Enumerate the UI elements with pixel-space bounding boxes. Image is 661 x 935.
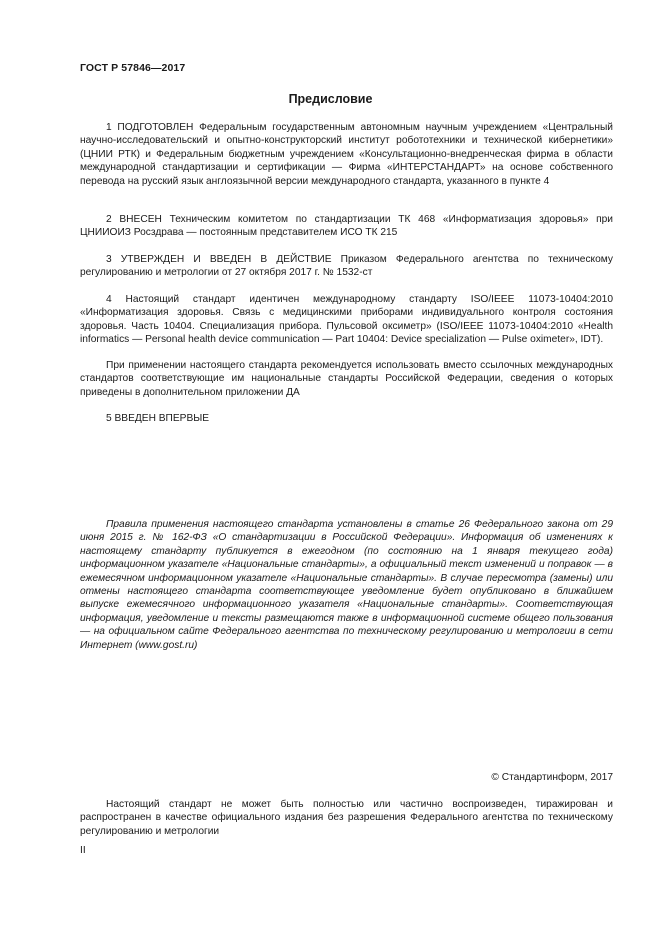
paragraph-1: 1 ПОДГОТОВЛЕН Федеральным государственным автономным научным учреждением «Центральный научно-исследовательский и опытно-конструкторский институт робототехники и технической кибернетики» (ЦНИИ РТК) и Федеральным бюджетным учреждением «Консультационно-внедренческая фирма в области международной стандартизации и сертификации — Фирма «ИНТЕРСТАНДАРТ» на основе собственного перевода на русский язык англоязычной версии международного стандарта, указанного в пункте 4: [80, 122, 613, 187]
rights-notice: Настоящий стандарт не может быть полностью или частично воспроизведен, тиражирован и распространен в качестве официального издания без разрешения Федерального агентства по техническому регулированию и метрологии: [80, 799, 613, 837]
page-number: II: [80, 845, 86, 856]
paragraph-3: 3 УТВЕРЖДЕН И ВВЕДЕН В ДЕЙСТВИЕ Приказом Федерального агентства по техническому регулированию и метрологии от 27 октября 2017 г. № 1532-ст: [80, 254, 613, 279]
document-code: ГОСТ Р 57846—2017: [80, 62, 186, 74]
copyright: © Стандартинформ, 2017: [491, 772, 613, 783]
paragraph-2: 2 ВНЕСЕН Техническим комитетом по стандартизации ТК 468 «Информатизация здоровья» при ЦНИИОИЗ Росздрава — постоянным представителем ИСО ТК 215: [80, 214, 613, 239]
notice-text: Правила применения настоящего стандарта установлены в статье 26 Федерального закона от 29 июня 2015 г. № 162-ФЗ «О стандартизации в Российской Федерации». Информация об изменениях к настоящему стандарту публикуется в ежегодном (по состоянию на 1 января текущего года) информационном указателе «Национальные стандарты», а официальный текст изменений и поправок — в ежемесячном информационном указателе «Национальные стандарты». В случае пересмотра (замены) или отмены настоящего стандарта соответствующее уведомление будет опубликовано в ближайшем выпуске ежемесячного информационного указателя «Национальные стандарты». Соответствующая информация, уведомление и тексты размещаются также в информационной системе общего пользования — на официальном сайте Федерального агентства по техническому регулированию и метрологии в сети Интернет (www.gost.ru): [80, 519, 613, 651]
page-title: Предисловие: [288, 92, 373, 106]
paragraph-5: 5 ВВЕДЕН ВПЕРВЫЕ: [106, 413, 210, 424]
paragraph-4: 4 Настоящий стандарт идентичен международному стандарту ISO/IEEE 11073-10404:2010 «Информатизация здоровья. Связь с медицинскими приборами индивидуального контроля состояния здоровья. Часть 10404. Специализация прибора. Пульсовой оксиметр» (ISO/IEEE 11073-10404:2010 «Health informatics — Personal health device communication — Part 10404: Device specialization — Pulse oximeter», IDT).: [80, 294, 613, 346]
paragraph-4-note: При применении настоящего стандарта рекомендуется использовать вместо ссылочных международных стандартов соответствующие им национальные стандарты Российской Федерации, сведения о которых приведены в дополнительном приложении ДА: [80, 360, 613, 398]
